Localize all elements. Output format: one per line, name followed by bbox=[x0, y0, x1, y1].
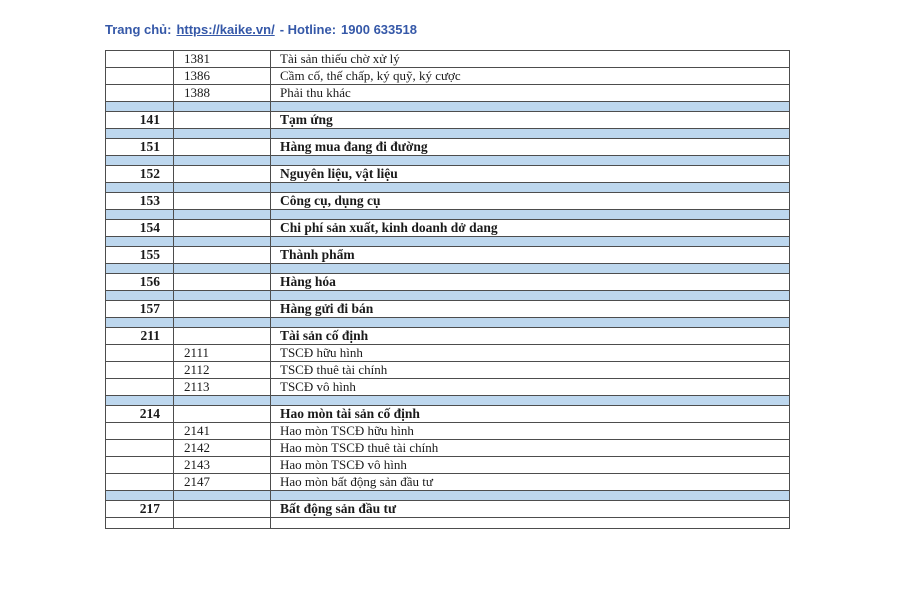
sub-account-code-cell: 2112 bbox=[174, 362, 271, 379]
account-code-cell bbox=[106, 474, 174, 491]
account-name-cell bbox=[271, 183, 790, 193]
account-row bbox=[106, 193, 790, 210]
sub-account-code-cell bbox=[174, 396, 271, 406]
account-name-cell: Chi phí sản xuất, kinh doanh dở dang bbox=[271, 220, 790, 237]
sub-account-code-cell bbox=[174, 318, 271, 328]
spacer-row bbox=[106, 183, 790, 193]
account-code-cell bbox=[106, 210, 174, 220]
account-code-cell bbox=[106, 291, 174, 301]
accounts-tbody bbox=[106, 51, 790, 529]
account-name-cell: Tài sản cố định bbox=[271, 328, 790, 345]
site-header-line bbox=[105, 22, 417, 37]
account-name-cell: TSCĐ thuê tài chính bbox=[271, 362, 790, 379]
account-row bbox=[106, 112, 790, 129]
account-code-cell: 157 bbox=[106, 301, 174, 318]
sub-account-code-cell: 2142 bbox=[174, 440, 271, 457]
spacer-row bbox=[106, 156, 790, 166]
account-code-cell bbox=[106, 51, 174, 68]
account-name-cell bbox=[271, 129, 790, 139]
account-row bbox=[106, 406, 790, 423]
account-code-cell bbox=[106, 518, 174, 529]
sub-account-code-cell: 2141 bbox=[174, 423, 271, 440]
spacer-row bbox=[106, 396, 790, 406]
sub-account-code-cell: 2147 bbox=[174, 474, 271, 491]
account-row bbox=[106, 501, 790, 518]
sub-account-code-cell: 2111 bbox=[174, 345, 271, 362]
account-code-cell: 141 bbox=[106, 112, 174, 129]
account-name-cell bbox=[271, 318, 790, 328]
account-name-cell: Hàng hóa bbox=[271, 274, 790, 291]
account-name-cell: TSCĐ hữu hình bbox=[271, 345, 790, 362]
sub-account-code-cell: 1381 bbox=[174, 51, 271, 68]
account-row bbox=[106, 166, 790, 183]
account-name-cell: Hao mòn TSCĐ hữu hình bbox=[271, 423, 790, 440]
account-row bbox=[106, 68, 790, 85]
account-row bbox=[106, 51, 790, 68]
account-code-cell bbox=[106, 491, 174, 501]
account-name-cell: Hàng mua đang đi đường bbox=[271, 139, 790, 156]
account-code-cell: 152 bbox=[106, 166, 174, 183]
chart-of-accounts-table bbox=[105, 50, 790, 529]
account-code-cell bbox=[106, 457, 174, 474]
account-code-cell bbox=[106, 264, 174, 274]
sub-account-code-cell bbox=[174, 166, 271, 183]
account-name-cell: TSCĐ vô hình bbox=[271, 379, 790, 396]
account-name-cell: Phải thu khác bbox=[271, 85, 790, 102]
account-code-cell: 151 bbox=[106, 139, 174, 156]
account-row bbox=[106, 345, 790, 362]
account-name-cell: Nguyên liệu, vật liệu bbox=[271, 166, 790, 183]
sub-account-code-cell bbox=[174, 501, 271, 518]
sub-account-code-cell: 2143 bbox=[174, 457, 271, 474]
account-code-cell bbox=[106, 129, 174, 139]
spacer-row bbox=[106, 264, 790, 274]
account-code-cell bbox=[106, 318, 174, 328]
account-name-cell bbox=[271, 396, 790, 406]
sub-account-code-cell bbox=[174, 220, 271, 237]
account-row bbox=[106, 247, 790, 264]
account-code-cell bbox=[106, 345, 174, 362]
account-row bbox=[106, 474, 790, 491]
account-code-cell bbox=[106, 68, 174, 85]
account-code-cell bbox=[106, 362, 174, 379]
account-name-cell bbox=[271, 518, 790, 529]
account-code-cell: 153 bbox=[106, 193, 174, 210]
account-code-cell bbox=[106, 85, 174, 102]
account-code-cell bbox=[106, 379, 174, 396]
sub-account-code-cell bbox=[174, 264, 271, 274]
account-code-cell bbox=[106, 183, 174, 193]
account-row bbox=[106, 457, 790, 474]
account-code-cell: 217 bbox=[106, 501, 174, 518]
account-name-cell: Hao mòn TSCĐ thuê tài chính bbox=[271, 440, 790, 457]
account-row bbox=[106, 301, 790, 318]
account-name-cell bbox=[271, 237, 790, 247]
sub-account-code-cell bbox=[174, 112, 271, 129]
account-name-cell: Hao mòn TSCĐ vô hình bbox=[271, 457, 790, 474]
account-name-cell bbox=[271, 102, 790, 112]
account-code-cell: 211 bbox=[106, 328, 174, 345]
sub-account-code-cell bbox=[174, 102, 271, 112]
spacer-row bbox=[106, 129, 790, 139]
sub-account-code-cell bbox=[174, 210, 271, 220]
spacer-row bbox=[106, 102, 790, 112]
account-name-cell bbox=[271, 156, 790, 166]
account-row bbox=[106, 328, 790, 345]
account-code-cell bbox=[106, 102, 174, 112]
account-code-cell: 154 bbox=[106, 220, 174, 237]
account-row bbox=[106, 362, 790, 379]
account-code-cell bbox=[106, 440, 174, 457]
account-row bbox=[106, 379, 790, 396]
account-code-cell bbox=[106, 156, 174, 166]
account-code-cell: 214 bbox=[106, 406, 174, 423]
spacer-row bbox=[106, 210, 790, 220]
account-name-cell bbox=[271, 291, 790, 301]
account-code-cell: 155 bbox=[106, 247, 174, 264]
account-name-cell: Thành phẩm bbox=[271, 247, 790, 264]
account-row bbox=[106, 139, 790, 156]
account-name-cell bbox=[271, 264, 790, 274]
account-name-cell bbox=[271, 491, 790, 501]
spacer-row bbox=[106, 237, 790, 247]
spacer-row bbox=[106, 318, 790, 328]
sub-account-code-cell bbox=[174, 129, 271, 139]
sub-account-code-cell bbox=[174, 274, 271, 291]
sub-account-code-cell: 2113 bbox=[174, 379, 271, 396]
hotline-label: - Hotline: bbox=[279, 22, 337, 37]
blank-row bbox=[106, 518, 790, 529]
sub-account-code-cell bbox=[174, 139, 271, 156]
account-row bbox=[106, 274, 790, 291]
sub-account-code-cell bbox=[174, 406, 271, 423]
sub-account-code-cell bbox=[174, 193, 271, 210]
sub-account-code-cell bbox=[174, 183, 271, 193]
account-name-cell: Công cụ, dụng cụ bbox=[271, 193, 790, 210]
sub-account-code-cell bbox=[174, 491, 271, 501]
account-name-cell bbox=[271, 210, 790, 220]
account-row bbox=[106, 85, 790, 102]
account-code-cell: 156 bbox=[106, 274, 174, 291]
sub-account-code-cell bbox=[174, 328, 271, 345]
sub-account-code-cell bbox=[174, 247, 271, 264]
sub-account-code-cell: 1386 bbox=[174, 68, 271, 85]
account-row bbox=[106, 220, 790, 237]
sub-account-code-cell: 1388 bbox=[174, 85, 271, 102]
sub-account-code-cell bbox=[174, 237, 271, 247]
home-link[interactable]: https://kaike.vn/ bbox=[176, 22, 275, 37]
sub-account-code-cell bbox=[174, 518, 271, 529]
sub-account-code-cell bbox=[174, 156, 271, 166]
account-code-cell bbox=[106, 237, 174, 247]
home-label: Trang chủ: bbox=[105, 22, 172, 37]
account-name-cell: Hao mòn tài sản cố định bbox=[271, 406, 790, 423]
spacer-row bbox=[106, 291, 790, 301]
sub-account-code-cell bbox=[174, 301, 271, 318]
account-name-cell: Tài sản thiếu chờ xử lý bbox=[271, 51, 790, 68]
account-name-cell: Cầm cố, thế chấp, ký quỹ, ký cược bbox=[271, 68, 790, 85]
account-name-cell: Bất động sản đầu tư bbox=[271, 501, 790, 518]
sub-account-code-cell bbox=[174, 291, 271, 301]
account-name-cell: Tạm ứng bbox=[271, 112, 790, 129]
account-name-cell: Hao mòn bất động sản đầu tư bbox=[271, 474, 790, 491]
account-code-cell bbox=[106, 396, 174, 406]
account-code-cell bbox=[106, 423, 174, 440]
hotline-number: 1900 633518 bbox=[341, 22, 417, 37]
account-name-cell: Hàng gửi đi bán bbox=[271, 301, 790, 318]
account-row bbox=[106, 440, 790, 457]
account-row bbox=[106, 423, 790, 440]
spacer-row bbox=[106, 491, 790, 501]
